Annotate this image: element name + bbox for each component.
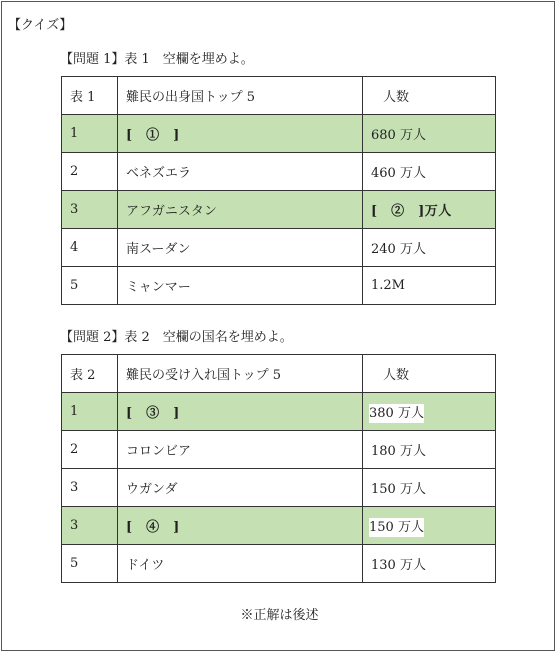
rank-cell: 1 — [62, 115, 118, 153]
rank-cell: 3 — [62, 469, 118, 507]
table-row — [62, 191, 496, 229]
table-row — [62, 431, 496, 469]
question-2-title: 【問題 2】表 2 空欄の国名を埋めよ。 — [60, 330, 293, 345]
country-cell: ドイツ — [118, 545, 363, 583]
country-cell: ベネズエラ — [118, 153, 363, 191]
header-country: 難民の受け入れ国トップ 5 — [118, 355, 363, 393]
table-row — [62, 153, 496, 191]
count-cell: 680 万人 — [363, 115, 496, 153]
header-count: 人数 — [363, 77, 496, 115]
table-header-row — [62, 77, 496, 115]
rank-cell: 2 — [62, 431, 118, 469]
blank-4-cell: [ ④ ] — [118, 507, 363, 545]
rank-cell: 2 — [62, 153, 118, 191]
table-1-origin-countries — [61, 76, 496, 305]
rank-cell: 3 — [62, 507, 118, 545]
question-1-title: 【問題 1】表 1 空欄を埋めよ。 — [60, 52, 254, 67]
table-row — [62, 393, 496, 431]
country-cell: 南スーダン — [118, 229, 363, 267]
header-table-label: 表 1 — [62, 77, 118, 115]
count-cell: 180 万人 — [363, 431, 496, 469]
blank-1-cell: [ ① ] — [118, 115, 363, 153]
count-cell: 1.2M — [363, 267, 496, 305]
count-cell — [363, 393, 496, 431]
answer-note: ※正解は後述 — [240, 608, 319, 623]
quiz-heading: 【クイズ】 — [8, 18, 73, 33]
rank-cell: 4 — [62, 229, 118, 267]
table-2-host-countries — [61, 354, 496, 583]
rank-cell: 5 — [62, 267, 118, 305]
count-value: 150 万人 — [369, 520, 424, 535]
count-cell — [363, 507, 496, 545]
header-count: 人数 — [363, 355, 496, 393]
table-row — [62, 267, 496, 305]
header-table-label: 表 2 — [62, 355, 118, 393]
country-cell: ウガンダ — [118, 469, 363, 507]
country-cell: ミャンマー — [118, 267, 363, 305]
count-cell: 130 万人 — [363, 545, 496, 583]
count-cell: 150 万人 — [363, 469, 496, 507]
country-cell: アフガニスタン — [118, 191, 363, 229]
rank-cell: 3 — [62, 191, 118, 229]
header-country: 難民の出身国トップ 5 — [118, 77, 363, 115]
blank-3-cell: [ ③ ] — [118, 393, 363, 431]
rank-cell: 1 — [62, 393, 118, 431]
table-row — [62, 545, 496, 583]
table-row — [62, 229, 496, 267]
rank-cell: 5 — [62, 545, 118, 583]
country-cell: コロンビア — [118, 431, 363, 469]
count-cell: 240 万人 — [363, 229, 496, 267]
table-row — [62, 115, 496, 153]
table-row — [62, 469, 496, 507]
count-value: 380 万人 — [369, 406, 424, 421]
blank-2-cell: [ ② ]万人 — [363, 191, 496, 229]
count-cell: 460 万人 — [363, 153, 496, 191]
table-row — [62, 507, 496, 545]
table-header-row — [62, 355, 496, 393]
